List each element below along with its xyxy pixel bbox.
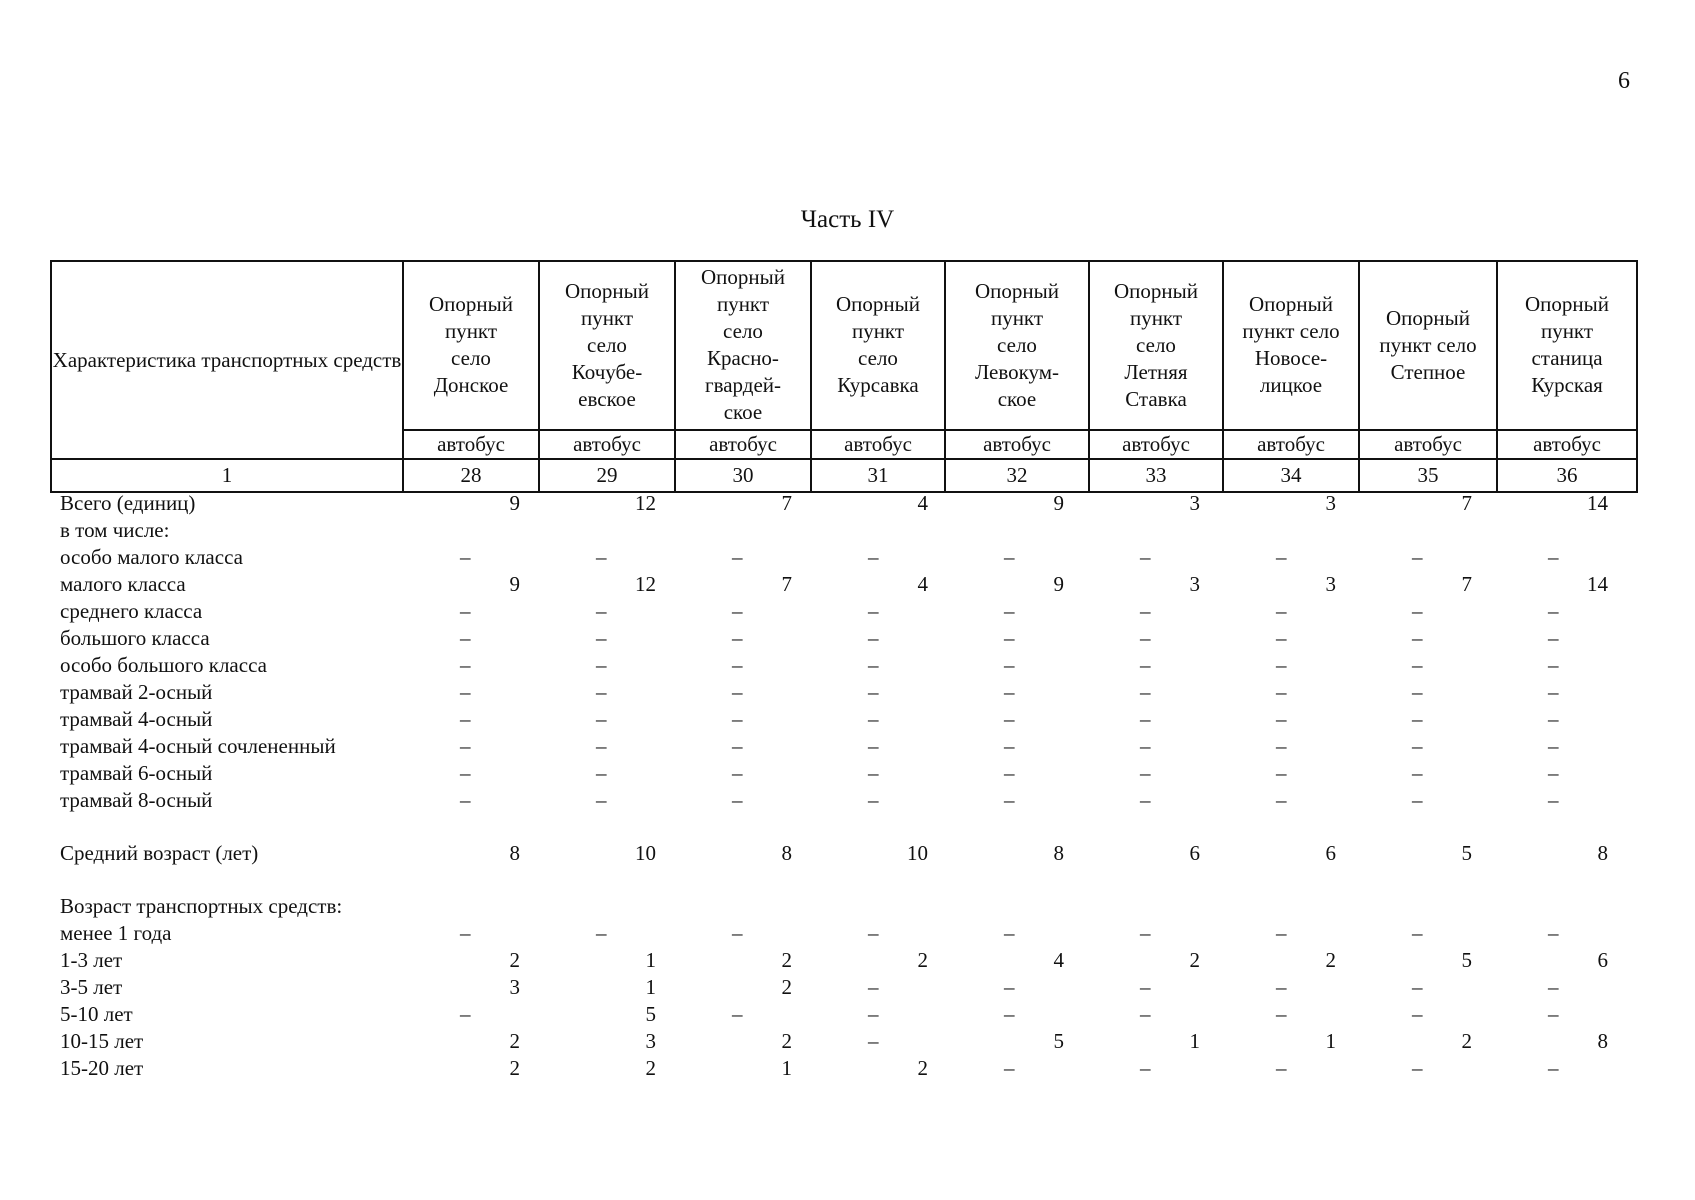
table-cell: 1 <box>645 948 656 972</box>
table-cell: – <box>596 921 607 945</box>
column-header-line: Опорный <box>701 265 785 290</box>
table-row <box>50 733 1632 760</box>
column-index-header: 1 <box>51 459 403 492</box>
table-cell: – <box>732 734 743 758</box>
column-header-line: Опорный <box>1249 292 1333 317</box>
table-cell: 2 <box>781 948 792 972</box>
column-header-line: Кочубе- <box>571 359 643 384</box>
table-cell: – <box>868 788 879 812</box>
table-cell: 1 <box>1325 1029 1336 1053</box>
column-header-name <box>1089 261 1223 430</box>
table-cell: 7 <box>781 491 792 515</box>
table-row <box>50 679 1632 706</box>
table-cell: – <box>596 680 607 704</box>
table-cell: – <box>460 680 471 704</box>
table-cell: – <box>1276 975 1287 999</box>
table-cell: – <box>1548 653 1559 677</box>
column-header-line: Степное <box>1390 359 1466 384</box>
column-header-line: Опорный <box>836 292 920 317</box>
column-header-line: евское <box>578 386 636 411</box>
table-cell: – <box>460 921 471 945</box>
table-cell: – <box>1004 653 1015 677</box>
table-cell: – <box>1412 975 1423 999</box>
column-header-line: Курская <box>1531 373 1603 398</box>
table-cell: 14 <box>1587 572 1608 596</box>
column-header-line: пункт <box>990 305 1044 330</box>
column-header-line: пункт <box>716 292 770 317</box>
table-row <box>50 840 1632 867</box>
table-cell: – <box>732 921 743 945</box>
table-cell: – <box>1140 626 1151 650</box>
column-header-line: село <box>587 332 627 357</box>
table-cell: – <box>1548 1056 1559 1080</box>
table-cell: – <box>732 788 743 812</box>
table-cell: – <box>1412 1056 1423 1080</box>
row-label: 5-10 лет <box>60 1002 133 1026</box>
table-cell: – <box>1004 707 1015 731</box>
column-header-line: Красно- <box>707 346 779 371</box>
row-label: трамвай 8-осный <box>60 788 213 812</box>
column-header-line: Ставка <box>1125 386 1187 411</box>
column-header-line: Опорный <box>429 292 513 317</box>
table-row <box>50 652 1632 679</box>
table-cell: 10 <box>907 841 928 865</box>
table-cell: 10 <box>635 841 656 865</box>
table-cell: 14 <box>1587 491 1608 515</box>
table-cell: – <box>868 761 879 785</box>
table-cell: – <box>1412 788 1423 812</box>
column-header-name <box>539 261 675 430</box>
table-cell: – <box>732 545 743 569</box>
column-header-line: Донское <box>433 373 509 398</box>
table-row <box>50 760 1632 787</box>
table-row <box>50 974 1632 1001</box>
column-header-name <box>811 261 945 430</box>
table-cell: 1 <box>781 1056 792 1080</box>
table-cell: – <box>732 626 743 650</box>
table-cell: – <box>868 653 879 677</box>
table-cell: – <box>868 975 879 999</box>
table-cell: 2 <box>645 1056 656 1080</box>
table-cell: 6 <box>1189 841 1200 865</box>
table-row <box>50 947 1632 974</box>
column-header-name <box>675 261 811 430</box>
characteristic-header: Характеристика транспортных средств <box>51 261 403 459</box>
table-cell: 7 <box>1461 572 1472 596</box>
table-row <box>50 1055 1632 1082</box>
table-row <box>50 571 1632 598</box>
table-row <box>50 598 1632 625</box>
table-cell: – <box>868 680 879 704</box>
table-cell: 3 <box>509 975 520 999</box>
table-cell: 2 <box>509 948 520 972</box>
table-cell: 3 <box>1189 572 1200 596</box>
table-cell: – <box>1140 707 1151 731</box>
table-cell: 9 <box>509 491 520 515</box>
table-cell: 3 <box>1189 491 1200 515</box>
column-vehicle-type: автобус <box>1089 430 1223 459</box>
table-cell: 2 <box>1325 948 1336 972</box>
column-header-line: Летняя <box>1124 359 1188 384</box>
table-cell: – <box>596 626 607 650</box>
table-cell: 12 <box>635 572 656 596</box>
column-header-line: пункт <box>1129 305 1183 330</box>
table-cell: – <box>1412 707 1423 731</box>
row-label: трамвай 4-осный <box>60 707 213 731</box>
column-header-line: Опорный <box>1525 292 1609 317</box>
column-header-line: станица <box>1531 346 1603 371</box>
table-body <box>50 490 1632 1082</box>
column-header-line: село <box>451 346 491 371</box>
column-header-line: пункт село <box>1242 319 1340 344</box>
row-label: Возраст транспортных средств: <box>60 894 343 918</box>
table-cell: – <box>1548 545 1559 569</box>
column-header-line: пункт <box>444 319 498 344</box>
table-cell: – <box>460 545 471 569</box>
part-title: Часть IV <box>800 206 895 233</box>
table-cell: 6 <box>1597 948 1608 972</box>
table-cell: – <box>1412 1002 1423 1026</box>
table-cell: 4 <box>917 491 928 515</box>
table-cell: 9 <box>1053 572 1064 596</box>
table-cell: 9 <box>509 572 520 596</box>
table-cell: – <box>596 599 607 623</box>
table-cell: – <box>1276 545 1287 569</box>
column-header-line: Опорный <box>1386 305 1470 330</box>
row-label: трамвай 4-осный сочлененный <box>60 734 336 758</box>
column-header-line: ское <box>997 386 1037 411</box>
table-cell: – <box>1276 626 1287 650</box>
table-cell: 1 <box>1189 1029 1200 1053</box>
table-row <box>50 490 1632 517</box>
column-header-line: Левокум- <box>974 359 1060 384</box>
column-header-line: село <box>858 346 898 371</box>
table-cell: – <box>1548 788 1559 812</box>
table-cell: – <box>1548 921 1559 945</box>
table-cell: – <box>1004 545 1015 569</box>
table-row <box>50 920 1632 947</box>
column-header-line: село <box>997 332 1037 357</box>
column-header-name <box>403 261 539 430</box>
table-cell: 2 <box>509 1029 520 1053</box>
table-cell: – <box>732 680 743 704</box>
table-cell: – <box>1276 761 1287 785</box>
column-header-name <box>1223 261 1359 430</box>
table-cell: – <box>1140 1002 1151 1026</box>
table-cell: – <box>1140 921 1151 945</box>
table-header <box>50 260 1638 493</box>
table-cell: – <box>1276 788 1287 812</box>
column-number: 35 <box>1359 459 1497 492</box>
column-header-line: Опорный <box>975 278 1059 303</box>
column-vehicle-type: автобус <box>1359 430 1497 459</box>
row-label: малого класса <box>60 572 186 596</box>
table-cell: 4 <box>917 572 928 596</box>
column-header-line: ское <box>723 400 763 425</box>
table-cell: – <box>1412 734 1423 758</box>
table-cell: – <box>868 734 879 758</box>
table-cell: – <box>1548 1002 1559 1026</box>
column-header-line: Опорный <box>565 278 649 303</box>
table-cell: – <box>1140 599 1151 623</box>
table-cell: – <box>460 626 471 650</box>
table-cell: – <box>1140 1056 1151 1080</box>
table-row <box>50 893 1632 920</box>
column-number: 32 <box>945 459 1089 492</box>
column-header-line: Новосе- <box>1254 346 1328 371</box>
table-cell: – <box>868 1002 879 1026</box>
table-cell: – <box>1412 653 1423 677</box>
table-cell: – <box>596 734 607 758</box>
row-label: особо малого класса <box>60 545 243 569</box>
table-cell: – <box>868 545 879 569</box>
table-cell: 3 <box>1325 491 1336 515</box>
table-cell: – <box>596 653 607 677</box>
column-header-line: пункт <box>580 305 634 330</box>
table-cell: 3 <box>1325 572 1336 596</box>
column-number: 29 <box>539 459 675 492</box>
row-gap <box>50 814 1632 840</box>
table-cell: 2 <box>781 975 792 999</box>
table-row <box>50 625 1632 652</box>
table-cell: 12 <box>635 491 656 515</box>
table-cell: 5 <box>645 1002 656 1026</box>
table-cell: 8 <box>1597 1029 1608 1053</box>
column-header-line: село <box>1136 332 1176 357</box>
table-cell: – <box>596 788 607 812</box>
column-number: 36 <box>1497 459 1637 492</box>
table-row <box>50 1028 1632 1055</box>
table-row <box>50 544 1632 571</box>
row-label: Средний возраст (лет) <box>60 841 259 865</box>
table-cell: – <box>596 545 607 569</box>
table-cell: – <box>460 734 471 758</box>
table-cell: 4 <box>1053 948 1064 972</box>
table-row <box>50 706 1632 733</box>
table-cell: – <box>596 707 607 731</box>
row-label: большого класса <box>60 626 210 650</box>
table-row <box>50 517 1632 544</box>
table-cell: – <box>1412 761 1423 785</box>
table-cell: – <box>460 599 471 623</box>
column-header-line: лицкое <box>1259 373 1323 398</box>
table-cell: – <box>1548 761 1559 785</box>
table-cell: 5 <box>1461 948 1472 972</box>
column-number: 28 <box>403 459 539 492</box>
table-cell: – <box>460 1002 471 1026</box>
column-header-name <box>1359 261 1497 430</box>
table-cell: – <box>732 761 743 785</box>
column-header-line: гвардей- <box>704 373 782 398</box>
table-cell: 3 <box>645 1029 656 1053</box>
column-header-line: село <box>723 319 763 344</box>
table-cell: – <box>1412 680 1423 704</box>
table-cell: – <box>1548 680 1559 704</box>
table-cell: 6 <box>1325 841 1336 865</box>
row-label: 3-5 лет <box>60 975 123 999</box>
table-cell: – <box>1276 680 1287 704</box>
table-cell: 2 <box>917 1056 928 1080</box>
table-cell: 9 <box>1053 491 1064 515</box>
table-cell: 8 <box>781 841 792 865</box>
table-cell: – <box>1140 545 1151 569</box>
table-cell: – <box>732 707 743 731</box>
column-header-line: пункт село <box>1379 332 1477 357</box>
column-vehicle-type: автобус <box>811 430 945 459</box>
row-label: Всего (единиц) <box>60 491 196 515</box>
table-cell: – <box>1276 921 1287 945</box>
table-cell: – <box>460 761 471 785</box>
table-cell: – <box>1004 626 1015 650</box>
column-vehicle-type: автобус <box>539 430 675 459</box>
table-cell: – <box>1140 680 1151 704</box>
table-cell: 2 <box>509 1056 520 1080</box>
table-cell: – <box>1140 734 1151 758</box>
table-cell: – <box>1548 707 1559 731</box>
table-cell: 8 <box>509 841 520 865</box>
table-cell: – <box>868 599 879 623</box>
table-cell: – <box>1004 761 1015 785</box>
table-cell: 2 <box>1189 948 1200 972</box>
table-cell: – <box>1548 975 1559 999</box>
table-cell: – <box>732 653 743 677</box>
table-row <box>50 787 1632 814</box>
column-number: 33 <box>1089 459 1223 492</box>
table-cell: – <box>1004 1056 1015 1080</box>
table-cell: 2 <box>917 948 928 972</box>
table-cell: – <box>1140 788 1151 812</box>
column-vehicle-type: автобус <box>675 430 811 459</box>
column-header-line: Курсавка <box>837 373 919 398</box>
table-row <box>50 1001 1632 1028</box>
column-header-line: пункт <box>851 319 905 344</box>
row-label: трамвай 2-осный <box>60 680 213 704</box>
table-cell: – <box>460 653 471 677</box>
column-header-name <box>1497 261 1637 430</box>
table-cell: 2 <box>1461 1029 1472 1053</box>
table-cell: – <box>868 626 879 650</box>
page-number: 6 <box>1618 68 1630 94</box>
table-cell: – <box>1412 545 1423 569</box>
table-cell: 2 <box>781 1029 792 1053</box>
row-gap <box>50 867 1632 893</box>
row-label: менее 1 года <box>60 921 172 945</box>
table-cell: – <box>1548 599 1559 623</box>
column-number: 34 <box>1223 459 1359 492</box>
table-cell: – <box>1004 599 1015 623</box>
table-cell: – <box>868 1029 879 1053</box>
row-label: особо большого класса <box>60 653 267 677</box>
row-label: 10-15 лет <box>60 1029 144 1053</box>
table-cell: – <box>732 599 743 623</box>
table-cell: – <box>1412 599 1423 623</box>
table-cell: – <box>460 707 471 731</box>
table-cell: – <box>1004 734 1015 758</box>
table-cell: – <box>1140 653 1151 677</box>
table-cell: – <box>596 761 607 785</box>
row-label: среднего класса <box>60 599 203 623</box>
row-label: 1-3 лет <box>60 948 123 972</box>
table-cell: – <box>1548 734 1559 758</box>
row-label: в том числе: <box>60 518 170 542</box>
column-header-name <box>945 261 1089 430</box>
table-cell: 8 <box>1053 841 1064 865</box>
column-vehicle-type: автобус <box>945 430 1089 459</box>
table-cell: – <box>1004 975 1015 999</box>
column-vehicle-type: автобус <box>1497 430 1637 459</box>
column-header-line: Опорный <box>1114 278 1198 303</box>
table-cell: 7 <box>1461 491 1472 515</box>
column-header-line: пункт <box>1540 319 1594 344</box>
table-cell: – <box>1004 921 1015 945</box>
table-cell: – <box>1140 975 1151 999</box>
table-cell: – <box>1276 734 1287 758</box>
table-cell: 5 <box>1461 841 1472 865</box>
table-cell: – <box>732 1002 743 1026</box>
column-vehicle-type: автобус <box>1223 430 1359 459</box>
row-label: трамвай 6-осный <box>60 761 213 785</box>
table-cell: 7 <box>781 572 792 596</box>
table-cell: – <box>1004 1002 1015 1026</box>
table-cell: 5 <box>1053 1029 1064 1053</box>
table-cell: – <box>1004 788 1015 812</box>
table-cell: – <box>1276 653 1287 677</box>
table-cell: – <box>460 788 471 812</box>
table-cell: – <box>868 921 879 945</box>
column-number: 31 <box>811 459 945 492</box>
table-cell: 8 <box>1597 841 1608 865</box>
table-cell: – <box>1140 761 1151 785</box>
table-cell: – <box>1004 680 1015 704</box>
table-cell: – <box>1276 599 1287 623</box>
row-label: 15-20 лет <box>60 1056 144 1080</box>
column-vehicle-type: автобус <box>403 430 539 459</box>
table-cell: – <box>868 707 879 731</box>
table-cell: – <box>1276 707 1287 731</box>
table-cell: – <box>1412 626 1423 650</box>
table-cell: – <box>1548 626 1559 650</box>
table-cell: 1 <box>645 975 656 999</box>
table-cell: – <box>1412 921 1423 945</box>
table-cell: – <box>1276 1002 1287 1026</box>
column-number: 30 <box>675 459 811 492</box>
table-cell: – <box>1276 1056 1287 1080</box>
